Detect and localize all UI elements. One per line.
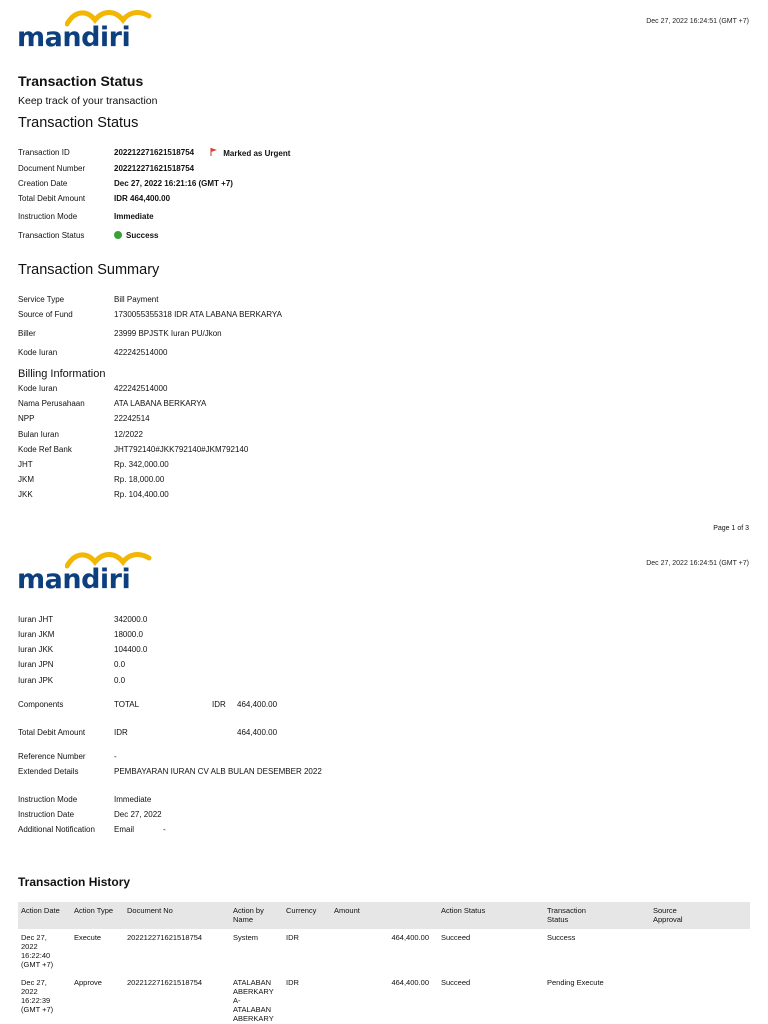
urgent-flag [210,148,290,158]
history-header-cell: Source Approval [653,906,683,924]
iuran-row-2-label: Iuran JKM [18,630,55,639]
page-subtitle: Keep track of your transaction [18,95,158,107]
notification-label: Additional Notification [18,825,95,834]
logo-wordmark: mandiri [17,22,131,53]
history-header-cell: Currency [286,906,317,915]
creation-date-value: Dec 27, 2022 16:21:16 (GMT +7) [114,179,233,188]
service-type-value: Bill Payment [114,295,159,304]
page-number: Page 1 of 3 [713,525,749,532]
history-cell-action-status: Succeed [441,978,471,987]
print-timestamp-page2: Dec 27, 2022 16:24:51 (GMT +7) [646,560,749,567]
billing-row-5-value: JHT792140#JKK792140#JKM792140 [114,445,249,454]
iuran-row-4-label: Iuran JPN [18,660,54,669]
components-currency: IDR [212,700,226,709]
billing-row-1-label: Kode Iuran [18,384,58,393]
history-cell-currency: IDR [286,933,299,942]
history-header-cell: Transaction Status [547,906,586,924]
iuran-row-5-label: Iuran JPK [18,676,54,685]
transaction-status-value [114,231,158,240]
transaction-id-label: Transaction ID [18,148,70,157]
notification-extra: - [163,825,166,834]
mandiri-logo [17,8,147,56]
billing-row-3-label: NPP [18,414,35,423]
instruction-mode-label-page2: Instruction Mode [18,795,78,804]
components-label: Components [18,700,64,709]
history-cell-amount: 464,400.00 [391,933,429,942]
logo-wordmark: mandiri [17,564,131,595]
iuran-row-3-label: Iuran JKK [18,645,54,654]
instruction-mode-label: Instruction Mode [18,212,78,221]
extended-details-label: Extended Details [18,767,79,776]
instruction-date-value: Dec 27, 2022 [114,810,162,819]
history-cell-amount: 464,400.00 [391,978,429,987]
history-title: Transaction History [18,875,131,889]
history-cell-doc: 202212271621518754 [127,978,203,987]
billing-row-5-label: Kode Ref Bank [18,445,72,454]
flag-icon [210,148,218,156]
history-cell-by: System [233,933,259,942]
billing-row-7-label: JKM [18,475,34,484]
billing-row-3-value: 22242514 [114,414,150,423]
transaction-status-label: Transaction Status [18,231,85,240]
history-cell-by: ATALABAN ABERKARY A- ATALABAN ABERKARY [233,978,274,1023]
iuran-row-2-value: 18000.0 [114,630,143,639]
instruction-mode-value-page2: Immediate [114,795,152,804]
total-debit-value: IDR 464,400.00 [114,194,171,203]
billing-section-title: Billing Information [18,368,106,380]
transaction-status-text: Success [126,231,159,240]
billing-row-8-label: JKK [18,490,33,499]
history-cell-doc: 202212271621518754 [127,933,203,942]
billing-row-1-value: 422242514000 [114,384,168,393]
kode-iuran-value: 422242514000 [114,348,168,357]
extended-details-value: PEMBAYARAN IURAN CV ALB BULAN DESEMBER 2022 [114,767,322,776]
history-header-cell: Document No [127,906,173,915]
billing-row-4-value: 12/2022 [114,430,143,439]
creation-date-label: Creation Date [18,179,68,188]
history-header-cell: Amount [334,906,360,915]
service-type-label: Service Type [18,295,65,304]
urgent-label: Marked as Urgent [223,149,291,158]
history-header-cell: Action Type [74,906,114,915]
print-timestamp: Dec 27, 2022 16:24:51 (GMT +7) [646,18,749,25]
instruction-mode-value: Immediate [114,212,154,221]
iuran-row-4-value: 0.0 [114,660,126,669]
reference-value: - [114,752,117,761]
iuran-row-5-value: 0.0 [114,676,126,685]
source-of-fund-label: Source of Fund [18,310,73,319]
kode-iuran-label: Kode Iuran [18,348,58,357]
history-cell-type: Execute [74,933,102,942]
billing-row-6-value: Rp. 342,000.00 [114,460,169,469]
document-number-value: 202212271621518754 [114,164,195,173]
history-cell-type: Approve [74,978,102,987]
reference-label: Reference Number [18,752,86,761]
components-amount: 464,400.00 [237,700,278,709]
components-name: TOTAL [114,700,140,709]
history-cell-date: Dec 27, 2022 16:22:39 (GMT +7) [21,978,54,1014]
billing-row-7-value: Rp. 18,000.00 [114,475,165,484]
history-header-cell: Action by Name [233,906,264,924]
total-debit-amount-page2: 464,400.00 [237,728,278,737]
billing-row-4-label: Bulan Iuran [18,430,59,439]
mandiri-logo-page2 [17,550,147,598]
billing-row-8-value: Rp. 104,400.00 [114,490,169,499]
instruction-date-label: Instruction Date [18,810,75,819]
status-section-title: Transaction Status [18,115,139,131]
page-title: Transaction Status [18,73,144,89]
billing-row-6-label: JHT [18,460,33,469]
total-debit-label: Total Debit Amount [18,194,86,203]
summary-section-title: Transaction Summary [18,262,160,278]
history-cell-date: Dec 27, 2022 16:22:40 (GMT +7) [21,933,54,969]
history-cell-currency: IDR [286,978,299,987]
history-header-cell: Action Status [441,906,486,915]
transaction-id-value: 202212271621518754 [114,148,195,157]
iuran-row-1-label: Iuran JHT [18,615,54,624]
biller-value: 23999 BPJSTK Iuran PU/Jkon [114,329,222,338]
iuran-row-3-value: 104400.0 [114,645,148,654]
history-cell-tx-status: Pending Execute [547,978,604,987]
history-header-cell: Action Date [21,906,60,915]
billing-row-2-label: Nama Perusahaan [18,399,85,408]
total-debit-label-page2: Total Debit Amount [18,728,86,737]
document-number-label: Document Number [18,164,86,173]
iuran-row-1-value: 342000.0 [114,615,148,624]
biller-label: Biller [18,329,36,338]
source-of-fund-value: 1730055355318 IDR ATA LABANA BERKARYA [114,310,282,319]
notification-value: Email [114,825,135,834]
history-cell-tx-status: Success [547,933,576,942]
total-debit-currency-page2: IDR [114,728,128,737]
billing-row-2-value: ATA LABANA BERKARYA [114,399,207,408]
history-cell-action-status: Succeed [441,933,471,942]
success-dot-icon [114,231,122,239]
